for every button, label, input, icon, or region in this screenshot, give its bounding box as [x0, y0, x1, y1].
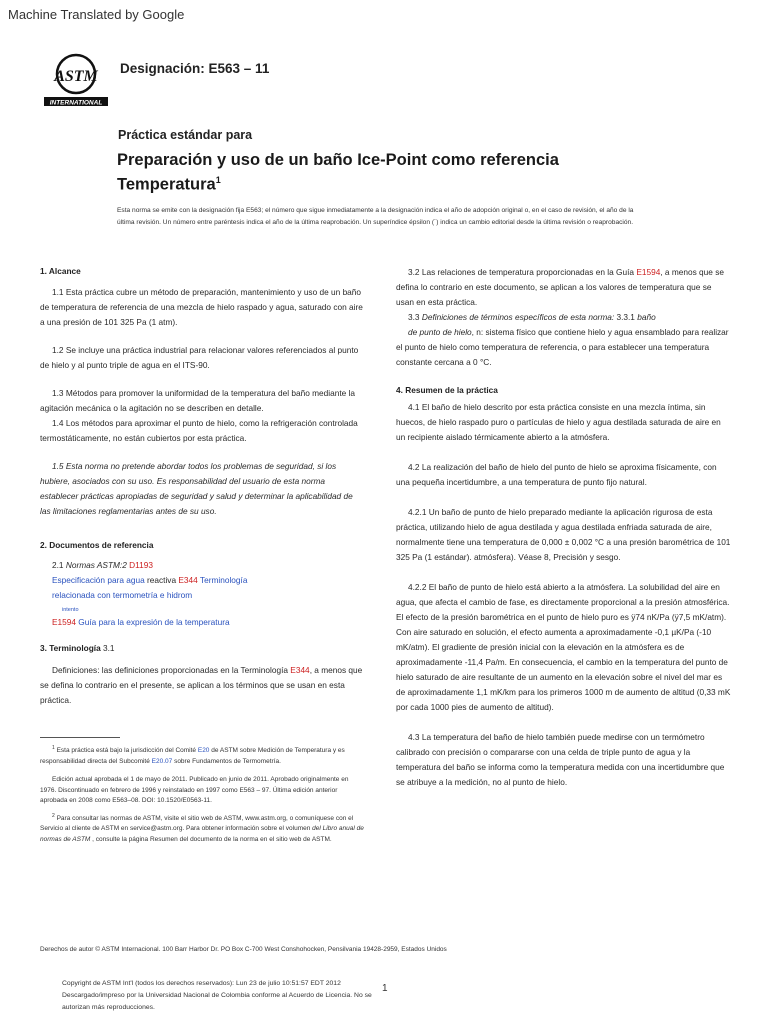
section-4-heading: 4. Resumen de la práctica [396, 385, 498, 395]
para-1-4: 1.4 Los métodos para aproximar el punto de hielo, como la refrigeración controlada termostáticamente, no están cubiertos por esta práctica. [40, 418, 358, 443]
footnote-2 [40, 811, 364, 846]
para-3-3-c: 3.3.1 [614, 312, 638, 322]
section-1-heading: 1. Alcance [40, 266, 81, 276]
para-4-2-1: 4.2.1 Un baño de punto de hielo preparado mediante la aplicación rigurosa de esta práctica, utilizando hielo de agua destilada y agua destilada enfriada saturada de aire, normalmente tiene una temperatura de 0,000 ± 0,002 °C a una presión barométrica de 101 325 Pa (1 estándar). atmósfera). Véase 8, Precisión y sesgo. [396, 507, 731, 562]
footnote-2-a: Para consultar las normas de ASTM, visite el sitio web de ASTM, www.astm.org, o comuníquese con el Servicio al cliente de ASTM en service@astm.org. Para obtener información sobre el volumen [40, 814, 354, 833]
page-number: 1 [382, 983, 388, 994]
ref-e344-title[interactable]: Terminología [197, 575, 248, 585]
para-3-1-c: , a menos que se defina lo contrario en el presente, se aplican a los términos que se usan en esta práctica. [40, 665, 363, 705]
title-footnote-ref: 1 [215, 175, 221, 185]
title-line-2-text: Temperatura [117, 175, 216, 194]
ref-line-3[interactable]: intento [62, 607, 79, 613]
term-ice-point: de punto de hielo [408, 327, 472, 337]
designation: Designación: E563 – 11 [120, 61, 270, 76]
footnote-1-c: de ASTM sobre Medición de Temperatura y es responsabilidad directa del Subcomité [40, 747, 345, 765]
ref-d1193[interactable]: D1193 [129, 560, 153, 570]
para-4-1: 4.1 El baño de hielo descrito por esta práctica consiste en una mezcla íntima, sin huecos, de hielo raspado puro o partículas de hielo y agua destilada saturada de aire en un recipiente aislado térmicamente abierto a la atmósfera. [396, 402, 721, 442]
footnote-2-c: , consulte la página Resumen del documento de la norma en el sitio web de ASTM. [90, 835, 332, 843]
ref-reactiva: reactiva [144, 575, 179, 585]
ref-e1594-2[interactable]: E1594 [636, 267, 661, 277]
para-3-3-1 [396, 325, 731, 370]
para-3-3 [396, 310, 731, 325]
ref-e1594[interactable]: E1594 [52, 617, 76, 627]
left-column [40, 264, 364, 708]
ref-line-2[interactable]: relacionada con termometría e hidrom [52, 590, 193, 600]
copyright-download-notice: Copyright de ASTM Int'l (todos los derechos reservados): Lun 23 de julio 10:51:57 EDT 2012 Descargado/impreso por la Universidad Nacional de Colombia conforme al Acuerdo de Licencia. No se autorizan más reproducciones. [62, 980, 372, 1011]
logo-letters: ASTM [54, 68, 98, 85]
footnote-1 [40, 743, 364, 767]
footnote-1-e: sobre Fundamentos de Termometría. [172, 757, 281, 765]
section-3-title: 3. Terminología [40, 643, 101, 653]
para-4-3: 4.3 La temperatura del baño de hielo también puede medirse con un termómetro calibrado con precisión o compararse con una celda de triple punto de agua y la temperatura del baño se informa como la temperatura medida con una incertidumbre que se atribuye a la medición, no al punto de hielo. [396, 732, 725, 787]
term-definition: , n: sistema físico que contiene hielo y agua ensamblado para realizar el punto de hielo como temperatura de referencia, o para establecer una temperatura constante cercana a 0 °C. [396, 327, 729, 367]
copyright-line: Derechos de autor © ASTM Internacional. 100 Barr Harbor Dr. PO Box C-700 West Conshohocken, Pensilvania 19428-2959, Estados Unidos [40, 946, 447, 953]
right-column [396, 265, 731, 790]
section-3-num: 3.1 [100, 643, 115, 653]
ref-e344[interactable]: E344 [178, 575, 198, 585]
standard-label: Práctica estándar para [118, 128, 253, 142]
ref-e344-2[interactable]: E344 [290, 665, 310, 675]
para-1-3: 1.3 Métodos para promover la uniformidad de la temperatura del baño mediante la agitación mecánica o la agitación no se describen en detalle. [40, 388, 356, 413]
para-1-5: 1.5 Esta norma no pretende abordar todos los problemas de seguridad, si los hubiere, asociados con su uso. Es responsabilidad del usuario de esta norma establecer prácticas apropiadas de seguridad y salud y determinar la aplicabilidad de las limitaciones reglamentarias antes de su uso. [40, 461, 353, 516]
footnote-2-mark: 2 [52, 812, 55, 819]
footnote-1-a: Esta práctica está bajo la jurisdicción del Comité [54, 747, 198, 755]
ref-e1594-title[interactable]: Guía para la expresión de la temperatura [76, 617, 230, 627]
ref-line-1 [40, 573, 364, 588]
footnote-edition: Edición actual aprobada el 1 de mayo de 2011. Publicado en junio de 2011. Aprobado originalmente en 1976. Discontinuado en febrero de 1996 y reinstalado en 1997 como E563 – 97. Última edición anterior aprobada en 2008 como E563–08. DOI: 10.1520/E0563-11. [40, 776, 349, 805]
footnote-1-mark: 1 [52, 745, 55, 751]
para-3-2-c: , a menos que se defina lo contrario en este documento, se aplican a los valores de temperatura que se usan en esta práctica. [396, 267, 724, 307]
logo-word: INTERNATIONAL [49, 99, 103, 107]
section-2-heading: 2. Documentos de referencia [40, 540, 154, 550]
para-4-2-2: 4.2.2 El baño de punto de hielo está abierto a la atmósfera. La solubilidad del aire en agua, que afecta el cambio de fase, es directamente proporcional a la presión atmosférica. El efecto de la presión barométrica en el punto de hielo puro es ÿ74 nK/Pa (ÿ7,5 mK/atm). Con aire saturado en solución, el efecto aumenta a aproximadamente -0,1 µK/Pa (-10 mK/atm). El gradiente de presión inicial con la elevación en la atmósfera es de aproximadamente -11,4 Pa/m. En consecuencia, el cambio en la temperatura del punto de hielo saturado de aire resultante de un aumento en la elevación sobre el nivel del mar es de aproximadamente 1,1 mK/km para los primeros 1000 m de aumento de altitud (0,33 mK por cada 1000 pies de aumento de altitud). [396, 582, 731, 712]
para-1-2: 1.2 Se incluye una práctica industrial para relacionar valores referenciados al punto de hielo y al punto triple de agua en el ITS-90. [40, 345, 359, 370]
para-3-1 [40, 663, 364, 708]
title-line-1: Preparación y uso de un baño Ice-Point como referencia [117, 151, 559, 169]
section-3-heading [40, 641, 364, 656]
para-3-3-d: baño [637, 312, 656, 322]
document-title [117, 150, 677, 195]
para-2-1-label: Normas ASTM:2 [65, 560, 130, 570]
para-2-1 [40, 558, 364, 573]
para-3-2-a: 3.2 Las relaciones de temperatura proporcionadas en la Guía [408, 267, 637, 277]
footnote-2-book: del Libro anual de normas de ASTM [40, 825, 364, 843]
astm-logo [40, 52, 112, 108]
para-2-1-num: 2.1 [52, 560, 66, 570]
para-3-2 [396, 265, 731, 310]
footnote-rule [40, 737, 120, 738]
para-3-3-a: 3.3 [408, 312, 422, 322]
ref-water-spec[interactable]: Especificación para agua [52, 575, 145, 585]
para-4-2: 4.2 La realización del baño de hielo del punto de hielo se aproxima físicamente, con una pequeña incertidumbre, a una temperatura de punto fijo natural. [396, 462, 717, 487]
translation-banner: Machine Translated by Google [8, 7, 185, 22]
para-3-1-a: Definiciones: las definiciones proporcionadas en la Terminología [52, 665, 291, 675]
ref-subcommittee-e2007[interactable]: E20.07 [151, 757, 173, 765]
title-line-2 [117, 170, 677, 195]
ref-line-4 [40, 615, 364, 630]
para-1-1: 1.1 Esta práctica cubre un método de preparación, mantenimiento y uso de un baño de temperatura de referencia de una mezcla de hielo raspado y agua, saturado con aire a una presión de 101 325 Pa (1 atm). [40, 287, 363, 327]
footnotes [40, 743, 364, 845]
ref-committee-e20[interactable]: E20 [197, 747, 210, 755]
para-3-3-b: Definiciones de términos específicos de esta norma: [421, 312, 615, 322]
designation-notice: Esta norma se emite con la designación fija E563; el número que sigue inmediatamente a la designación indica el año de adopción original o, en el caso de revisión, el año de la última revisión. Un número entre paréntesis indica el año de la última reaprobación. Un superíndice épsilon (´) indica un cambio editorial desde la última revisión o reaprobación. [117, 207, 634, 226]
